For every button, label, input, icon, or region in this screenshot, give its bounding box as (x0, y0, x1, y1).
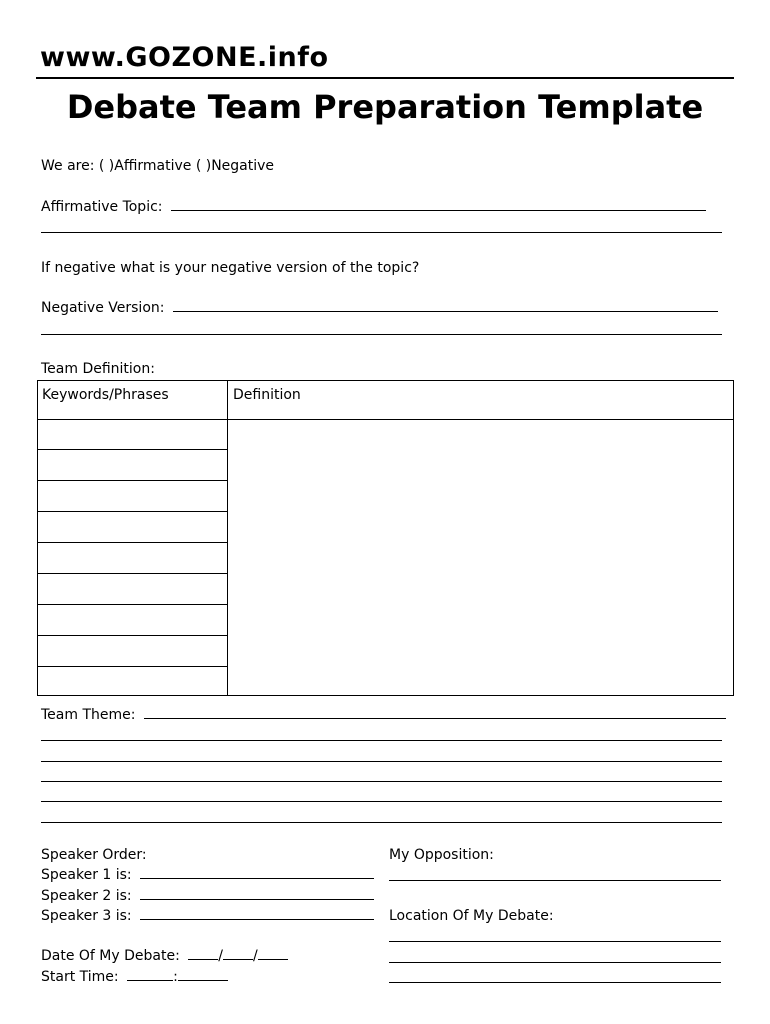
speaker-order-label: Speaker Order: (41, 847, 147, 863)
speaker-2-field[interactable] (140, 887, 374, 900)
speaker-3-field[interactable] (140, 907, 374, 920)
date-year-field[interactable] (258, 947, 288, 960)
side-selection: We are: ( )Affirmative ( )Negative (41, 158, 275, 174)
team-theme-line[interactable] (41, 781, 722, 782)
speaker-3-label: Speaker 3 is: (41, 908, 132, 924)
negative-version-line-2[interactable] (41, 334, 722, 335)
negative-version-field[interactable] (173, 299, 718, 312)
team-theme-label: Team Theme: (41, 707, 136, 723)
keywords-header: Keywords/Phrases (42, 387, 169, 403)
my-opposition-field[interactable] (389, 880, 721, 881)
keyword-cell[interactable] (38, 544, 227, 574)
definition-cell[interactable] (228, 420, 733, 695)
team-theme-line[interactable] (41, 801, 722, 802)
date-separator: / (252, 948, 258, 964)
my-opposition-label: My Opposition: (389, 847, 494, 863)
site-url: www.GOZONE.info (40, 42, 329, 73)
affirmative-topic-row (41, 198, 706, 216)
speaker-1-row (41, 866, 374, 884)
definition-header: Definition (233, 387, 301, 403)
keyword-cell[interactable] (38, 451, 227, 481)
team-theme-line[interactable] (41, 740, 722, 741)
keyword-cell[interactable] (38, 513, 227, 543)
date-day-field[interactable] (223, 947, 253, 960)
keyword-cell[interactable] (38, 482, 227, 512)
page-title: Debate Team Preparation Template (66, 88, 704, 126)
keyword-cell[interactable] (38, 420, 227, 450)
start-time-row (41, 968, 228, 986)
location-line[interactable] (389, 962, 721, 963)
speaker-1-field[interactable] (140, 866, 374, 879)
header-divider (36, 77, 734, 79)
location-line[interactable] (389, 941, 721, 942)
date-month-field[interactable] (188, 947, 218, 960)
affirmative-topic-line-2[interactable] (41, 232, 722, 233)
keyword-cell[interactable] (38, 606, 227, 636)
negative-version-label: Negative Version: (41, 300, 165, 316)
debate-date-label: Date Of My Debate: (41, 948, 180, 964)
location-label: Location Of My Debate: (389, 908, 554, 924)
team-theme-line[interactable] (41, 822, 722, 823)
negative-question: If negative what is your negative version of the topic? (41, 260, 420, 276)
location-line[interactable] (389, 982, 721, 983)
start-time-minute-field[interactable] (178, 968, 228, 981)
speaker-3-row (41, 907, 374, 925)
team-theme-row (41, 706, 726, 724)
speaker-1-label: Speaker 1 is: (41, 867, 132, 883)
date-separator: / (218, 948, 223, 964)
negative-version-row (41, 299, 718, 317)
time-separator: : (173, 969, 178, 985)
keyword-cell[interactable] (38, 637, 227, 667)
start-time-hour-field[interactable] (127, 968, 173, 981)
team-theme-field[interactable] (144, 706, 726, 719)
speaker-2-row (41, 887, 374, 905)
team-theme-line[interactable] (41, 761, 722, 762)
start-time-label: Start Time: (41, 969, 119, 985)
debate-date-row (41, 947, 288, 965)
affirmative-topic-field[interactable] (171, 198, 706, 211)
keyword-cell[interactable] (38, 575, 227, 605)
affirmative-topic-label: Affirmative Topic: (41, 199, 163, 215)
definition-table (37, 380, 734, 696)
speaker-2-label: Speaker 2 is: (41, 888, 132, 904)
team-definition-label: Team Definition: (41, 361, 155, 377)
